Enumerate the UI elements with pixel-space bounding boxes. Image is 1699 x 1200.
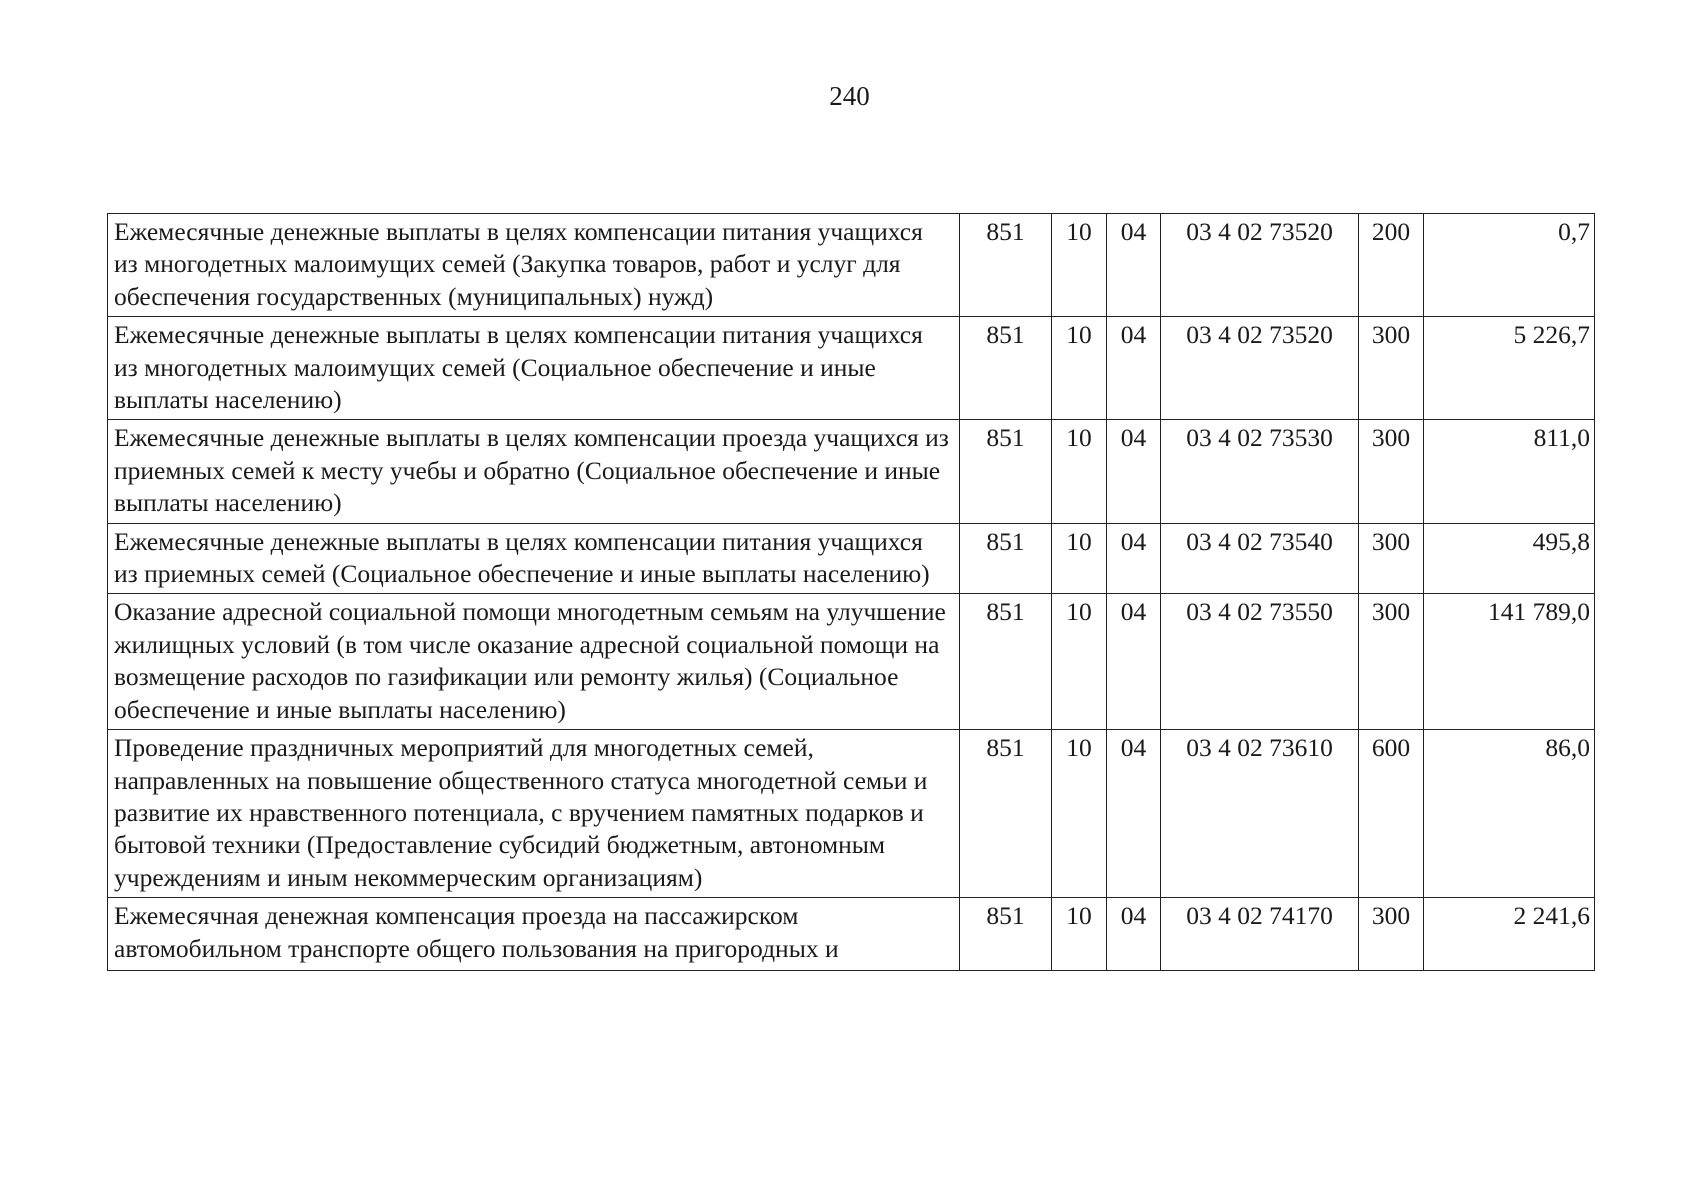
subsection-code: 04 [1107,523,1161,594]
section-code: 10 [1052,898,1107,971]
row-description: Ежемесячная денежная компенсация проезда на пассажирском автомобильном транспорте общего пользования на пригородных и [108,898,960,971]
ministry-code: 851 [960,420,1052,523]
target-code: 03 4 02 74170 [1161,898,1359,971]
page-number: 240 [829,81,870,111]
table-row [108,730,1595,898]
ministry-code: 851 [960,523,1052,594]
expense-type-code: 300 [1359,523,1424,594]
section-code: 10 [1052,730,1107,898]
amount-value: 141 789,0 [1424,594,1595,730]
expense-type-code: 600 [1359,730,1424,898]
table-row [108,594,1595,730]
row-description: Ежемесячные денежные выплаты в целях компенсации проезда учащихся из приемных семей к месту учебы и обратно (Социальное обеспечение и иные выплаты населению) [108,420,960,523]
amount-value: 0,7 [1424,214,1595,317]
table-row [108,420,1595,523]
table-row [108,898,1595,971]
target-code: 03 4 02 73530 [1161,420,1359,523]
target-code: 03 4 02 73520 [1161,317,1359,420]
subsection-code: 04 [1107,898,1161,971]
section-code: 10 [1052,317,1107,420]
row-description: Ежемесячные денежные выплаты в целях компенсации питания учащихся из приемных семей (Социальное обеспечение и иные выплаты населению) [108,523,960,594]
target-code: 03 4 02 73520 [1161,214,1359,317]
section-code: 10 [1052,214,1107,317]
amount-value: 811,0 [1424,420,1595,523]
row-description: Оказание адресной социальной помощи многодетным семьям на улучшение жилищных условий (в том числе оказание адресной социальной помощи на возмещение расходов по газификации или ремонту жилья) (Социальное обеспечение и иные выплаты населению) [108,594,960,730]
expense-type-code: 300 [1359,420,1424,523]
subsection-code: 04 [1107,214,1161,317]
table-row [108,523,1595,594]
amount-value: 495,8 [1424,523,1595,594]
expense-type-code: 300 [1359,594,1424,730]
subsection-code: 04 [1107,594,1161,730]
row-description: Ежемесячные денежные выплаты в целях компенсации питания учащихся из многодетных малоимущих семей (Закупка товаров, работ и услуг для обеспечения государственных (муниципальных) нужд) [108,214,960,317]
section-code: 10 [1052,523,1107,594]
section-code: 10 [1052,420,1107,523]
amount-value: 5 226,7 [1424,317,1595,420]
expense-type-code: 300 [1359,317,1424,420]
ministry-code: 851 [960,214,1052,317]
target-code: 03 4 02 73550 [1161,594,1359,730]
target-code: 03 4 02 73540 [1161,523,1359,594]
row-description: Проведение праздничных мероприятий для многодетных семей, направленных на повышение общественного статуса многодетной семьи и развитие их нравственного потенциала, с вручением памятных подарков и бытовой техники (Предоставление субсидий бюджетным, автономным учреждениям и иным некоммерческим организациям) [108,730,960,898]
ministry-code: 851 [960,730,1052,898]
ministry-code: 851 [960,317,1052,420]
row-description: Ежемесячные денежные выплаты в целях компенсации питания учащихся из многодетных малоимущих семей (Социальное обеспечение и иные выплаты населению) [108,317,960,420]
budget-table [107,213,1595,971]
amount-value: 86,0 [1424,730,1595,898]
table-row [108,214,1595,317]
table-row [108,317,1595,420]
section-code: 10 [1052,594,1107,730]
expense-type-code: 300 [1359,898,1424,971]
ministry-code: 851 [960,898,1052,971]
subsection-code: 04 [1107,420,1161,523]
expense-type-code: 200 [1359,214,1424,317]
subsection-code: 04 [1107,317,1161,420]
amount-value: 2 241,6 [1424,898,1595,971]
ministry-code: 851 [960,594,1052,730]
target-code: 03 4 02 73610 [1161,730,1359,898]
subsection-code: 04 [1107,730,1161,898]
